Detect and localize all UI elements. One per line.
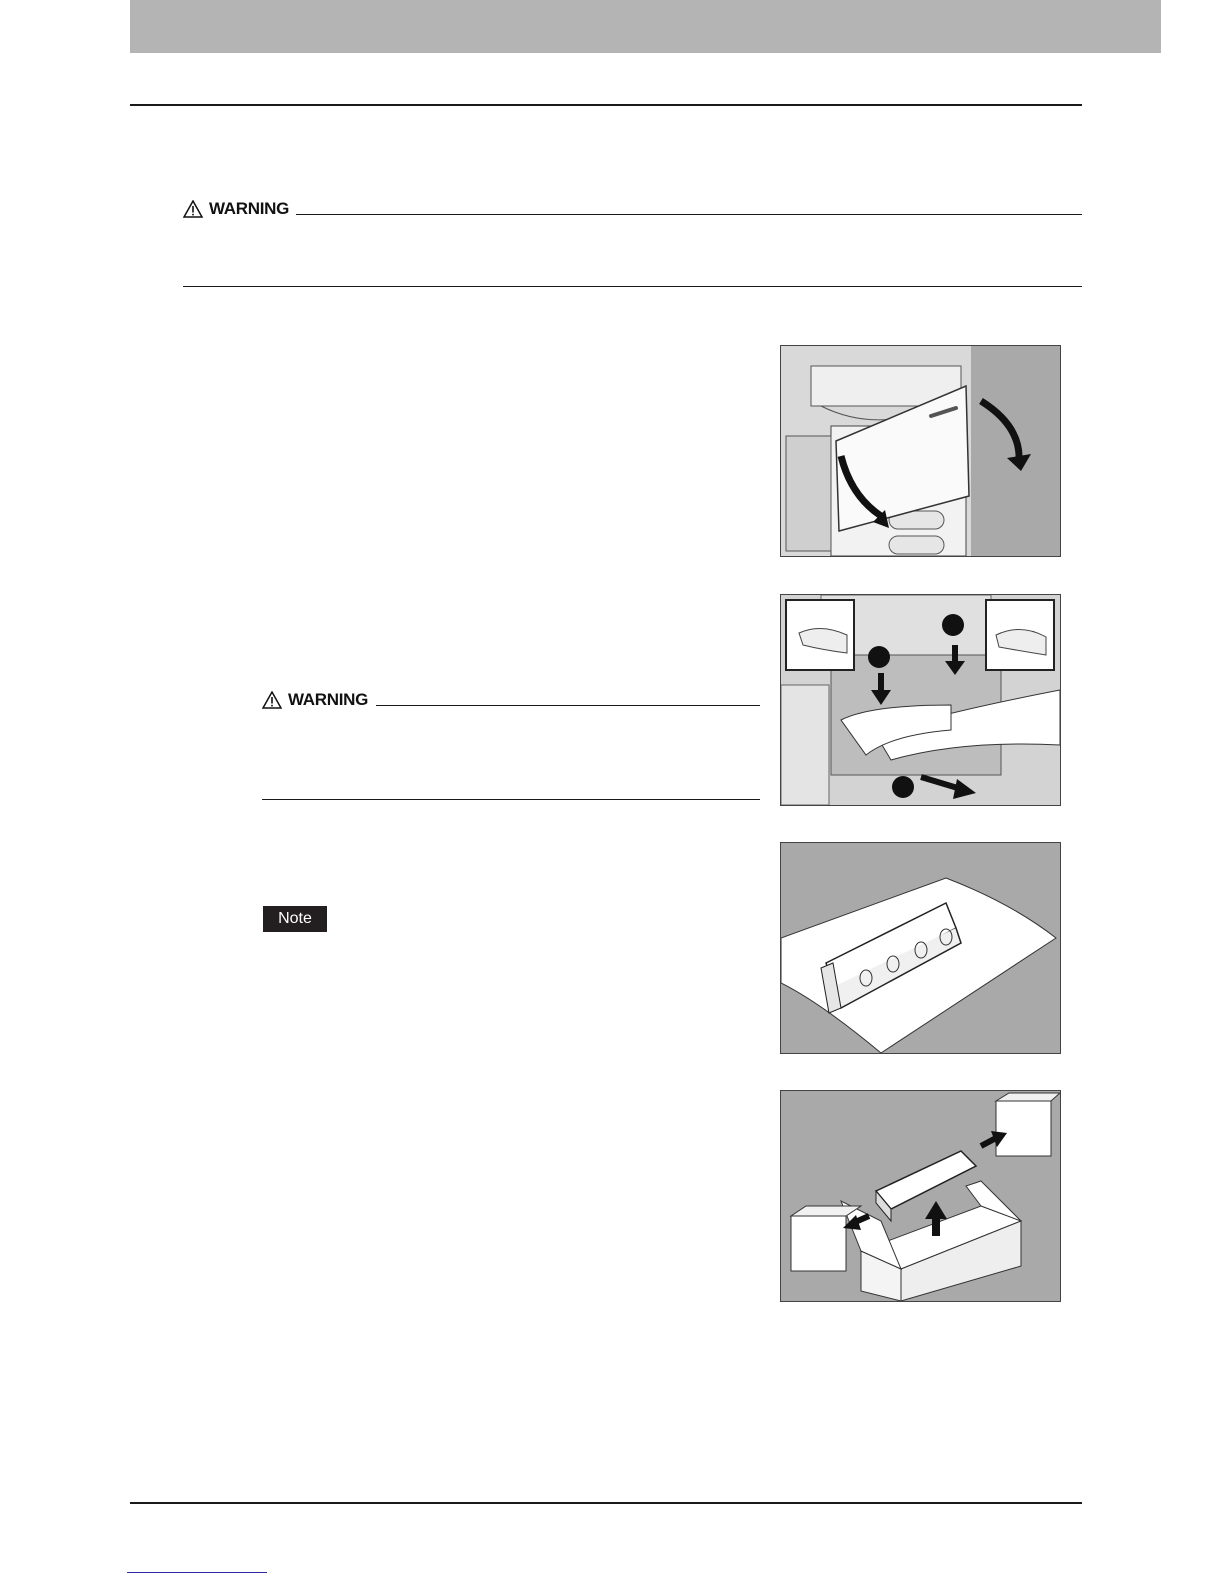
note-badge: Note (263, 906, 327, 932)
warning-label: WARNING (288, 690, 369, 709)
top-rule (130, 104, 1082, 106)
warning-bottom-rule (183, 286, 1082, 287)
warning-top-rule-2 (376, 705, 760, 706)
warning-icon (183, 200, 203, 218)
footer-link-underline[interactable] (127, 1572, 267, 1573)
warning-top-rule (296, 214, 1082, 215)
warning-bottom-rule-2 (262, 799, 760, 800)
copier-front-cover-open-illustration (780, 345, 1061, 557)
waste-toner-box-removal-illustration (780, 594, 1061, 806)
waste-toner-box-on-paper-illustration (780, 842, 1061, 1054)
warning-label: WARNING (209, 199, 290, 218)
header-band (130, 0, 1161, 53)
bottom-rule (130, 1502, 1082, 1504)
warning-heading-2 (262, 690, 374, 710)
warning-icon (262, 691, 282, 709)
warning-heading (183, 199, 295, 219)
new-waste-toner-box-unpacking-illustration (780, 1090, 1061, 1302)
